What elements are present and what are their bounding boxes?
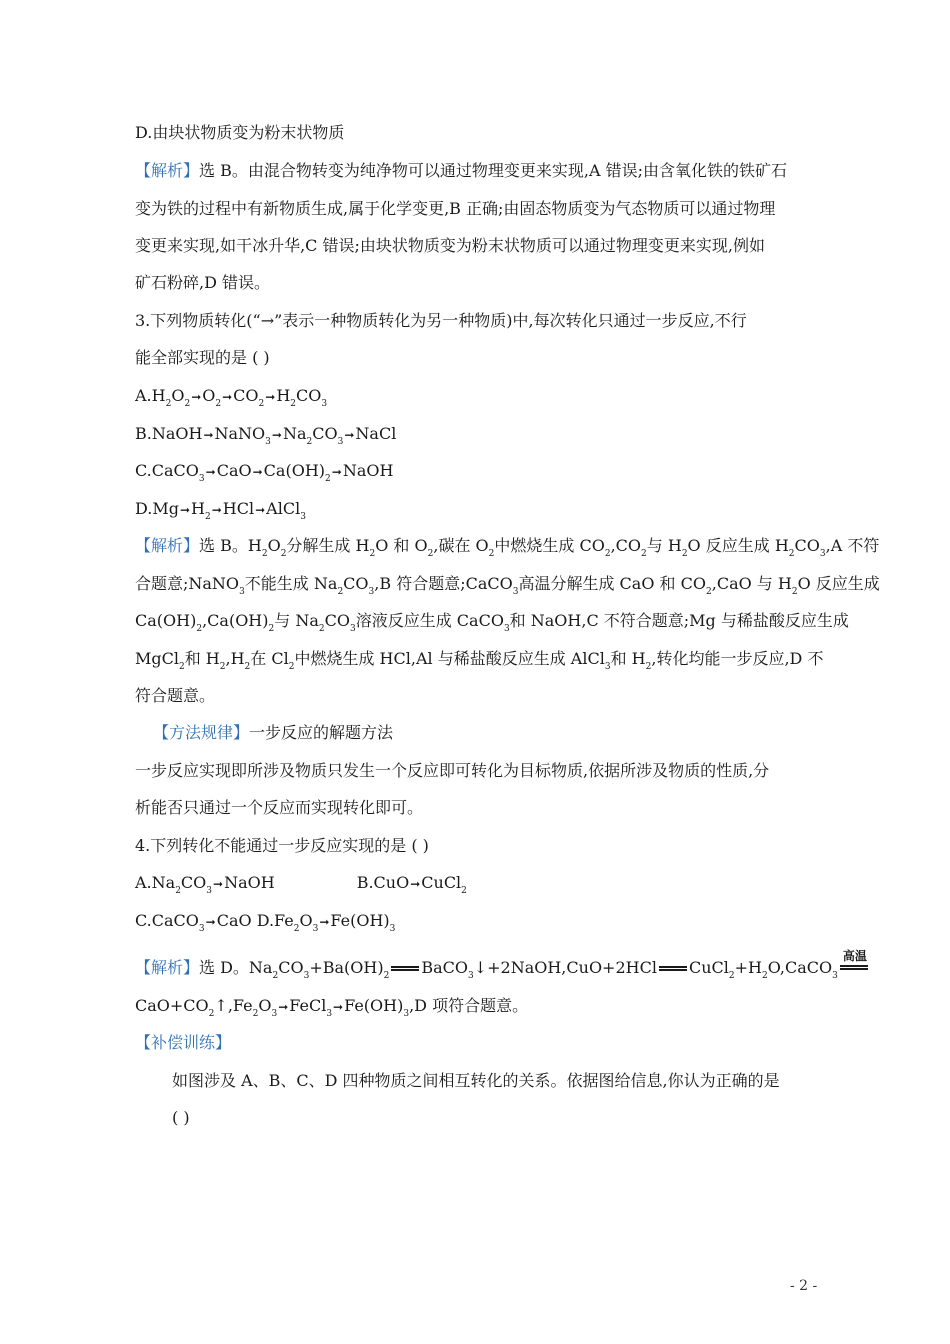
q3-option-b: $B.NaOH➞NaNO_3➞Na_2CO_3➞NaCl$: [135, 424, 397, 447]
supplement-line-2: ( ): [172, 1108, 190, 1127]
analysis-1-line-4: 矿石粉碎,D 错误。: [135, 273, 271, 292]
supplement-heading: 【补偿训练】: [135, 1033, 232, 1052]
analysis-4-line-1: 【解析】选 D。$Na_2CO_3+Ba(OH)_2$ BaCO$_3$↓+2NaOH,CuO+2HCl $CuCl_2+H_2O,CaCO_3$ 高温: [135, 957, 870, 979]
analysis-3-line-3: $Ca(OH)_2,Ca(OH)_2$与 $Na_2CO_3$溶液反应生成 CaCO$_3$和 NaOH,C 不符合题意;Mg 与稀盐酸反应生成: [135, 611, 849, 634]
analysis-3-line-2: 合题意;NaNO$_3$不能生成 $Na_2CO_3,B$ 符合题意;CaCO$_3$高温分解生成 CaO 和 $CO_2,CaO$ 与 $H_2O$ 反应生成: [135, 574, 880, 597]
analysis-3-line-5: 符合题意。: [135, 686, 216, 705]
analysis-1-line-3: 变更来实现,如干冰升华,C 错误;由块状物质变为粉末状物质可以通过物理变更来实现,例如: [135, 236, 765, 255]
question-3-line-1: 3.下列物质转化(“→”表示一种物质转化为另一种物质)中,每次转化只通过一步反应,不行: [135, 311, 747, 330]
q3-option-a: $A.H_2O_2➞O_2➞CO_2➞H_2CO_3$: [135, 386, 328, 409]
q3-option-c: $C.CaCO_3➞CaO➞Ca(OH)_2➞NaOH$: [135, 461, 394, 484]
supplement-line-1: 如图涉及 A、B、C、D 四种物质之间相互转化的关系。依据图给信息,你认为正确的是: [172, 1071, 780, 1090]
reaction-condition: 高温: [840, 957, 870, 979]
q4-options-ab: $A.Na_2CO_3➞NaOH$ B.CuO➞CuCl$_2$: [135, 873, 467, 896]
q3-option-d: $D.Mg➞H_2➞HCl➞AlCl_3$: [135, 499, 306, 522]
page-number: - 2 -: [790, 1278, 818, 1294]
analysis-3-line-4: MgCl$_2$和 $H_2,H_2$在 $Cl_2$中燃烧生成 HCl,Al 与稀盐酸反应生成 AlCl$_3$和 $H_2$,转化均能一步反应,D 不: [135, 649, 824, 672]
option-d-text: D.由块状物质变为粉末状物质: [135, 123, 345, 142]
analysis-3-line-1: 【解析】选 B。$H_2O_2$分解生成 $H_2O$ 和 $O_2$,碳在 $O_2$中燃烧生成 $CO_2,CO_2$与 $H_2O$ 反应生成 $H_2CO_3,A$ 不符: [135, 536, 880, 559]
analysis-4-line-2: $CaO+CO_2↑,Fe_2O_3➞FeCl_3➞Fe(OH)_3,D$ 项符合题意。: [135, 996, 529, 1019]
analysis-1-line-1: 【解析】选 B。由混合物转变为纯净物可以通过物理变更来实现,A 错误;由含氧化铁的铁矿石: [135, 161, 787, 180]
analysis-tag: 【解析】: [135, 161, 200, 180]
method-line-1: 一步反应实现即所涉及物质只发生一个反应即可转化为目标物质,依据所涉及物质的性质,分: [135, 761, 770, 780]
method-heading: 【方法规律】一步反应的解题方法: [153, 723, 394, 742]
method-line-2: 析能否只通过一个反应而实现转化即可。: [135, 798, 424, 817]
equals-sign: [391, 966, 419, 971]
analysis-1-line-2: 变为铁的过程中有新物质生成,属于化学变更,B 正确;由固态物质变为气态物质可以通过物理: [135, 199, 776, 218]
question-3-line-2: 能全部实现的是 ( ): [135, 348, 270, 367]
equals-sign: [659, 966, 687, 971]
question-4: 4.下列转化不能通过一步反应实现的是 ( ): [135, 836, 429, 855]
q4-options-cd: C.CaCO$_3$➞CaO $D.Fe_2O_3➞Fe(OH)_3$: [135, 911, 396, 934]
